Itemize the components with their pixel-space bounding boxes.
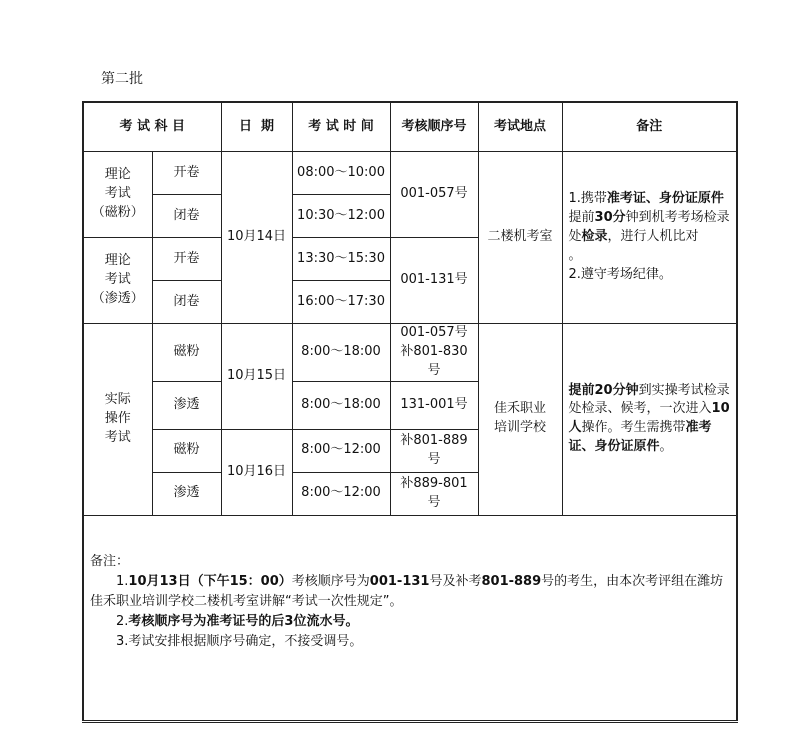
time-cell: 8:00～18:00 [292,381,390,429]
seq-cell: 补801-889号 [390,429,478,472]
subject-method: 渗透 [152,381,221,429]
subject-mode: 闭卷 [152,281,221,324]
remark-cell-practical: 提前20分钟到实操考试检录处检录、候考，一次进入10人操作。考生需携带准考证、身份证原件。 [562,324,737,516]
subject-theory-magnetic: 理论 考试 （磁粉） [83,152,152,238]
subject-method: 磁粉 [152,324,221,382]
time-cell: 08:00～10:00 [292,152,390,195]
seq-cell: 131-001号 [390,381,478,429]
footer-title: 备注： [90,553,130,569]
header-remark: 备注 [562,102,737,152]
subject-method: 渗透 [152,472,221,515]
seq-cell: 001-131号 [390,238,478,324]
exam-schedule-table [82,101,738,723]
table-header-row [83,102,737,152]
subject-practical: 实际 操作 考试 [83,324,152,516]
time-cell: 8:00～12:00 [292,429,390,472]
date-cell: 10月16日 [221,429,292,515]
seq-cell: 001-057号 补801-830号 [390,324,478,382]
table-row [83,152,737,195]
time-cell: 8:00～12:00 [292,472,390,515]
subject-mode: 闭卷 [152,195,221,238]
place-cell: 佳禾职业 培训学校 [478,324,562,516]
subject-theory-penetrant: 理论 考试 （渗透） [83,238,152,324]
footer-notes-row [83,515,737,721]
seq-cell: 001-057号 [390,152,478,238]
header-place: 考试地点 [478,102,562,152]
time-cell: 10:30～12:00 [292,195,390,238]
seq-cell: 补889-801号 [390,472,478,515]
time-cell: 13:30～15:30 [292,238,390,281]
header-subject: 考 试 科 目 [83,102,221,152]
place-cell: 二楼机考室 [478,152,562,324]
subject-mode: 开卷 [152,238,221,281]
footer-notes [83,515,737,721]
time-cell: 8:00～18:00 [292,324,390,382]
remark-cell-theory: 1.携带准考证、身份证原件 提前30分钟到机考考场检录处检录，进行人机比对 。 2.遵守考场纪律。 [562,152,737,324]
subject-mode: 开卷 [152,152,221,195]
table-row [83,324,737,382]
batch-label: 第二批 [101,71,143,87]
header-time: 考 试 时 间 [292,102,390,152]
time-cell: 16:00～17:30 [292,281,390,324]
date-cell: 10月15日 [221,324,292,430]
date-cell: 10月14日 [221,152,292,324]
footer-note-3: 3.考试安排根据顺序号确定，不接受调号。 [116,634,363,650]
subject-method: 磁粉 [152,429,221,472]
footer-note-1: 1.10月13日（下午15：00）考核顺序号为001-131号及补考801-889号的考生，由本次考评组在潍坊佳禾职业培训学校二楼机考室讲解“考试一次性规定”。 [90,573,724,609]
header-seq: 考核顺序号 [390,102,478,152]
header-date: 日 期 [221,102,292,152]
footer-note-2: 2.考核顺序号为准考证号的后3位流水号。 [116,613,359,629]
